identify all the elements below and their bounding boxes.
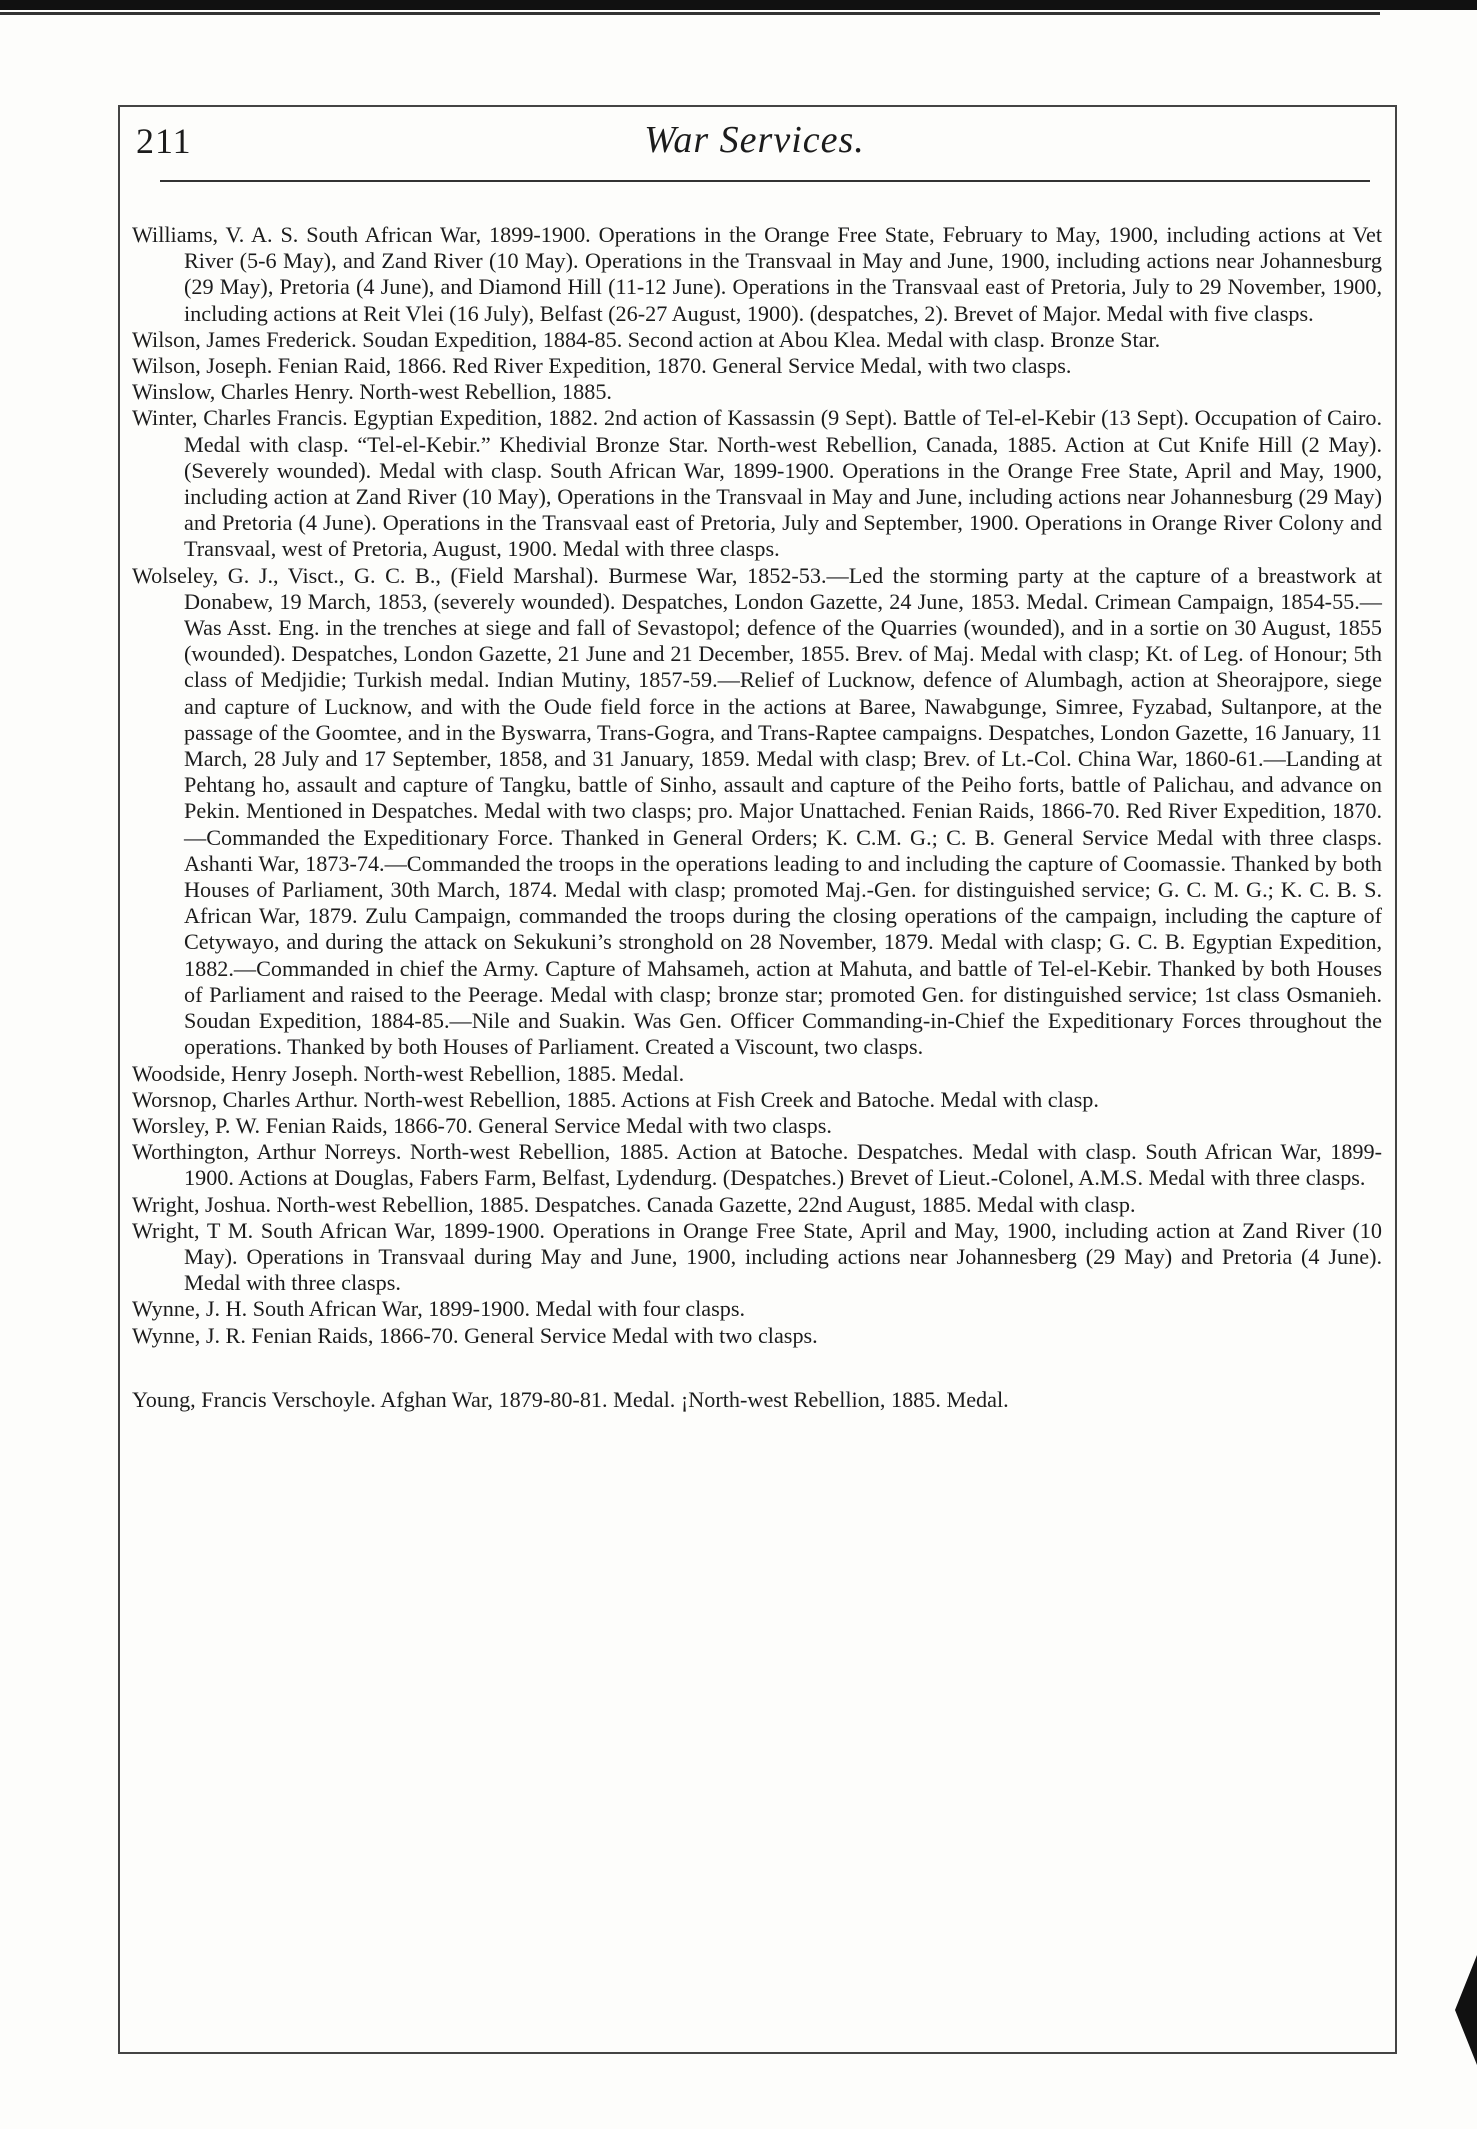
top-border-rule [0, 0, 1477, 10]
entry-name: Wynne, J. R. [132, 1322, 246, 1348]
entry-wynne-jh [132, 1296, 1382, 1322]
entry-text: South African War, 1899-1900. Medal with four clasps. [252, 1296, 746, 1322]
entry-text: South African War, 1899-1900. Operations in Orange Free State, April and May, 1900, including action at Zand River (10 May). Operations in Transvaal during May and June, 1900, including actions near Johannesberg (29 May) and Pretoria (4 June). Medal with three clasps. [184, 1217, 1382, 1296]
entry-wilson-joseph [132, 353, 1382, 379]
entry-text: North-west Rebellion, 1885. Medal. [363, 1060, 685, 1086]
entry-text: Soudan Expedition, 1884-85. Second action at Abou Klea. Medal with clasp. Bronze Star. [362, 326, 1161, 352]
entry-young-francis-verschoyle [132, 1387, 1382, 1413]
entry-wolseley-gj [132, 563, 1382, 1061]
header-rule [160, 180, 1370, 182]
entry-wynne-jr [132, 1323, 1382, 1349]
entry-text: North-west Rebellion, 1885. [359, 379, 612, 405]
page-number: 211 [136, 121, 192, 161]
entry-text: Afghan War, 1879-80-81. Medal. ¡North-west Rebellion, 1885. Medal. [380, 1386, 1009, 1412]
entry-name: Winter, Charles Francis. [132, 405, 348, 431]
entry-text: Fenian Raid, 1866. Red River Expedition, 1870. General Service Medal, with two clasps. [277, 353, 1072, 379]
entry-worsley-pw [132, 1113, 1382, 1139]
entry-winter-charles-francis [132, 405, 1382, 562]
entry-text: Egyptian Expedition, 1882. 2nd action of Kassassin (9 Sept). Battle of Tel-el-Kebir (13 Sept). Occupation of Cairo. Medal with clasp. “Tel-el-Kebir.” Khedivial Bronze Star. North-west Rebellion, Canada, 1885. Action at Cut Knife Hill (2 May). (Severely wounded). Medal with clasp. South African War, 1899-1900. Operations in the Orange Free State, April and May, 1900, including action at Zand River (10 May), Operations in the Transvaal in May and June, including actions near Johannesburg (29 May) and Pretoria (4 June). Operations in the Transvaal east of Pretoria, July and September, 1900. Operations in Orange River Colony and Transvaal, west of Pretoria, August, 1900. Medal with three clasps. [184, 405, 1383, 562]
entry-name: Wolseley, G. J., Visct., G. C. B., (Field Marshal). [132, 562, 599, 588]
entry-text: Fenian Raids, 1866-70. General Service Medal with two clasps. [265, 1112, 832, 1138]
war-services-list [132, 222, 1382, 1413]
entry-name: Williams, V. A. S. [132, 222, 299, 247]
entry-name: Wilson, James Frederick. [132, 326, 357, 352]
page-title: War Services. [644, 119, 865, 161]
entry-text: North-west Rebellion, 1885. Despatches. Canada Gazette, 22nd August, 1885. Medal with clasp. [276, 1191, 1136, 1217]
entry-wright-tm [132, 1218, 1382, 1297]
entry-worthington-arthur-norreys [132, 1139, 1382, 1191]
entry-name: Woodside, Henry Joseph. [132, 1060, 359, 1086]
entry-name: Worsley, P. W. [132, 1112, 261, 1138]
entry-text: North-west Rebellion, 1885. Action at Batoche. Despatches. Medal with clasp. South African War, 1899-1900. Actions at Douglas, Fabers Farm, Belfast, Lydendurg. (Despatches.) Brevet of Lieut.-Colonel, A.M.S. Medal with three clasps. [184, 1139, 1382, 1191]
entry-text: North-west Rebellion, 1885. Actions at Fish Creek and Batoche. Medal with clasp. [363, 1086, 1099, 1112]
entry-winslow-charles-henry [132, 379, 1382, 405]
entry-text: Fenian Raids, 1866-70. General Service Medal with two clasps. [251, 1322, 818, 1348]
top-border-rule-secondary [0, 12, 1380, 15]
entry-williams-vas [132, 222, 1382, 327]
entry-name: Wilson, Joseph. [132, 353, 273, 379]
entry-name: Worsnop, Charles Arthur. [132, 1086, 359, 1112]
entry-text: Burmese War, 1852-53.—Led the storming party at the capture of a breastwork at Donabew, 19 March, 1853, (severely wounded). Despatches, London Gazette, 24 June, 1853. Medal. Crimean Campaign, 1854-55.—Was Asst. Eng. in the trenches at siege and fall of Sevastopol; defence of the Quarries (wounded), and in a sortie on 30 August, 1855 (wounded). Despatches, London Gazette, 21 June and 21 December, 1855. Brev. of Maj. Medal with clasp; Kt. of Leg. of Honour; 5th class of Medjidie; Turkish medal. Indian Mutiny, 1857-59.—Relief of Lucknow, defence of Alumbagh, action at Sheorajpore, siege and capture of Lucknow, and with the Oude field force in the actions at Baree, Nawabgunge, Simree, Fyzabad, Sultanpore, at the passage of the Goomtee, and in the Byswarra, Trans-Gogra, and Trans-Raptee campaigns. Despatches, London Gazette, 16 January, 11 March, 28 July and 17 September, 1858, and 31 January, 1859. Medal with clasp; Brev. of Lt.-Col. China War, 1860-61.—Landing at Pehtang ho, assault and capture of Tangku, battle of Sinho, assault and capture of the Peiho forts, battle of Palichau, and advance on Pekin. Mentioned in Despatches. Medal with two clasps; pro. Major Unattached. Fenian Raids, 1866-70. Red River Expedition, 1870.—Commanded the Expeditionary Force. Thanked in General Orders; K. C.M. G.; C. B. General Service Medal with three clasps. Ashanti War, 1873-74.—Commanded the troops in the operations leading to and including the capture of Coomassie. Thanked by both Houses of Parliament, 30th March, 1874. Medal with clasp; promoted Maj.-Gen. for distinguished service; G. C. M. G.; K. C. B. S. African War, 1879. Zulu Campaign, commanded the troops during the closing operations of the campaign, including the capture of Cetywayo, and during the attack on Sekukuni’s stronghold on 28 November, 1879. Medal with clasp; G. C. B. Egyptian Expedition, 1882.—Commanded in chief the Army. Capture of Mahsameh, action at Mahuta, and battle of Tel-el-Kebir. Thanked by both Houses of Parliament and raised to the Peerage. Medal with clasp; bronze star; promoted Gen. for distinguished service; 1st class Osmanieh. Soudan Expedition, 1884-85.—Nile and Suakin. Was Gen. Officer Commanding-in-Chief the Expeditionary Forces throughout the operations. Thanked by both Houses of Parliament. Created a Viscount, two clasps. [184, 562, 1382, 1060]
entry-wright-joshua [132, 1192, 1382, 1218]
page-edge-mark [1455, 1955, 1477, 2065]
entry-name: Wynne, J. H. [132, 1296, 248, 1322]
page-header [122, 112, 1387, 172]
entry-woodside-henry-joseph [132, 1061, 1382, 1087]
entry-name: Worthington, Arthur Norreys. [132, 1139, 402, 1165]
entry-name: Young, Francis Verschoyle. [132, 1386, 376, 1412]
entry-wilson-james-frederick [132, 327, 1382, 353]
entry-name: Wright, T M. [132, 1217, 254, 1243]
entry-worsnop-charles-arthur [132, 1087, 1382, 1113]
entry-text: South African War, 1899-1900. Operations in the Orange Free State, February to May, 1900, including actions at Vet River (5-6 May), and Zand River (10 May). Operations in the Transvaal in May and June, 1900, including actions near Johannesburg (29 May), Pretoria (4 June), and Diamond Hill (11-12 June). Operations in the Transvaal east of Pretoria, July to 29 November, 1900, including actions at Reit Vlei (16 July), Belfast (26-27 August, 1900). (despatches, 2). Brevet of Major. Medal with five clasps. [184, 222, 1382, 326]
entry-name: Winslow, Charles Henry. [132, 379, 354, 405]
entry-name: Wright, Joshua. [132, 1191, 271, 1217]
